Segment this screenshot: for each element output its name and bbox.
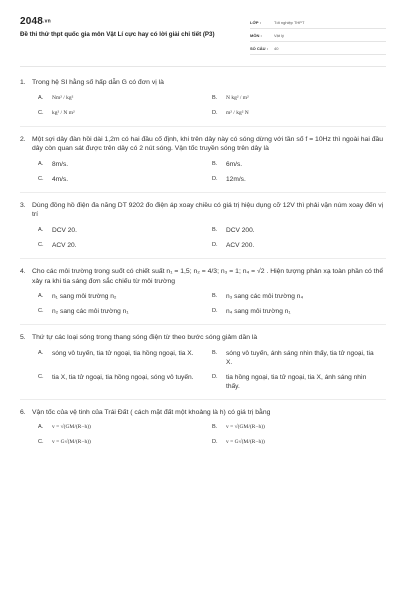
- question-divider: [20, 126, 386, 127]
- meta-value: Vật lý: [274, 32, 285, 38]
- question-divider: [20, 258, 386, 259]
- option-text: 12m/s.: [226, 175, 246, 183]
- option-b[interactable]: [212, 160, 386, 169]
- option-text: sóng vô tuyến, tia tử ngoại, tia hồng ngoại, tia X.: [52, 349, 194, 357]
- option-c[interactable]: [38, 373, 212, 391]
- option-letter: C.: [38, 373, 44, 380]
- question-text: Một sợi dây đàn hồi dài 1,2m có hai đầu cố định, khi trên dây này có sóng dừng với tần số f = 10Hz thì ngoài hai đầu dây còn quan sát được trên dây có 2 nút sóng. Vận tốc truyền sóng trên dây là: [32, 135, 384, 153]
- option-text: 6m/s.: [226, 160, 243, 168]
- question-number: 3.: [20, 201, 26, 209]
- logo-suffix: .vn: [43, 18, 51, 25]
- option-letter: A.: [38, 160, 44, 167]
- question-stem: [20, 408, 386, 418]
- question-divider: [20, 399, 386, 400]
- option-a[interactable]: [38, 349, 212, 367]
- option-b[interactable]: [212, 226, 386, 235]
- option-d[interactable]: [212, 175, 386, 184]
- option-letter: C.: [38, 439, 44, 446]
- option-letter: A.: [38, 349, 44, 356]
- answer-options: [20, 94, 386, 118]
- question-3: [20, 201, 386, 259]
- option-letter: C.: [38, 175, 44, 182]
- question-stem: [20, 78, 386, 88]
- logo-text: 2048: [20, 16, 44, 27]
- question-text: Trong hệ SI hằng số hấp dẫn G có đơn vị là: [32, 79, 164, 86]
- question-divider: [20, 324, 386, 325]
- option-d[interactable]: [212, 241, 386, 250]
- question-number: 5.: [20, 334, 26, 342]
- question-4: [20, 267, 386, 325]
- question-text: Vận tốc của vệ tinh của Trái Đất ( cách mặt đất một khoảng là h) có giá trị bằng: [32, 408, 271, 416]
- option-letter: A.: [38, 94, 44, 101]
- question-number: 6.: [20, 408, 26, 416]
- question-text: Thứ tự các loại sóng trong thang sóng điện từ theo bước sóng giảm dần là: [32, 334, 258, 342]
- answer-options: [20, 423, 386, 447]
- option-letter: B.: [212, 94, 218, 101]
- option-b[interactable]: [212, 423, 386, 432]
- option-c[interactable]: [38, 307, 212, 316]
- option-letter: C.: [38, 109, 44, 116]
- option-a[interactable]: [38, 160, 212, 169]
- option-text: 4m/s.: [52, 175, 69, 183]
- option-d[interactable]: [212, 438, 386, 447]
- question-stem: [20, 267, 386, 286]
- option-d[interactable]: [212, 109, 386, 118]
- option-text: v = √(GM/(R−h)): [52, 424, 91, 431]
- question-list: [20, 78, 386, 455]
- question-number: 4.: [20, 267, 26, 275]
- option-text: n₄ sang môi trường n₁: [226, 308, 291, 316]
- question-number: 2.: [20, 135, 26, 143]
- answer-options: [20, 349, 386, 391]
- option-c[interactable]: [38, 241, 212, 250]
- question-number: 1.: [20, 79, 26, 86]
- option-text: DCV 200.: [226, 226, 255, 234]
- option-letter: D.: [212, 373, 218, 380]
- option-text: tia hồng ngoại, tia tử ngoại, tia X, ánh sáng nhìn thấy.: [226, 373, 367, 390]
- option-letter: D.: [212, 439, 218, 446]
- answer-options: [20, 226, 386, 250]
- option-text: m² / kg² N: [226, 109, 249, 116]
- option-b[interactable]: [212, 349, 386, 367]
- option-c[interactable]: [38, 109, 212, 118]
- option-letter: A.: [38, 293, 44, 300]
- header-divider: [20, 66, 386, 67]
- option-text: N kg² / m²: [226, 94, 249, 101]
- answer-options: [20, 292, 386, 316]
- question-stem: [20, 201, 386, 220]
- meta-value: 40: [274, 45, 279, 51]
- option-letter: C.: [38, 308, 44, 315]
- meta-label: SỐ CÂU :: [250, 45, 268, 51]
- option-d[interactable]: [212, 307, 386, 316]
- option-text: ACV 20.: [52, 241, 77, 249]
- option-text: ACV 200.: [226, 241, 255, 249]
- option-a[interactable]: [38, 292, 212, 301]
- option-text: v = √(GM/(R−h)): [226, 424, 265, 431]
- option-letter: B.: [212, 293, 218, 300]
- question-stem: [20, 333, 386, 343]
- question-text: Dùng đồng hồ điện đa năng DT 9202 đo điện áp xoay chiều có giá trị hiệu dụng cỡ 12V thì phải vặn núm xoay đến vị trí: [32, 201, 384, 219]
- option-c[interactable]: [38, 438, 212, 447]
- answer-options: [20, 160, 386, 184]
- option-letter: D.: [212, 109, 218, 116]
- meta-row-grade: [250, 16, 386, 29]
- option-letter: C.: [38, 241, 44, 248]
- question-1: [20, 78, 386, 127]
- option-letter: B.: [212, 160, 218, 167]
- meta-label: LỚP :: [250, 19, 261, 25]
- meta-value: Tốt nghiệp THPT: [274, 19, 305, 25]
- question-stem: [20, 135, 386, 154]
- option-b[interactable]: [212, 94, 386, 103]
- question-2: [20, 135, 386, 193]
- meta-label: MÔN :: [250, 32, 262, 38]
- option-letter: D.: [212, 241, 218, 248]
- site-logo[interactable]: [20, 16, 51, 27]
- option-c[interactable]: [38, 175, 212, 184]
- option-text: Nm² / kg²: [52, 94, 74, 101]
- option-text: DCV 20.: [52, 226, 77, 234]
- option-a[interactable]: [38, 94, 212, 103]
- option-letter: A.: [38, 424, 44, 431]
- question-divider: [20, 192, 386, 193]
- option-text: sóng vô tuyến, ánh sáng nhìn thấy, tia tử ngoại, tia X.: [226, 349, 374, 366]
- question-5: [20, 333, 386, 400]
- option-text: tia X, tia tử ngoại, tia hồng ngoại, sóng vô tuyến.: [52, 373, 194, 381]
- option-letter: B.: [212, 349, 218, 356]
- option-letter: D.: [212, 175, 218, 182]
- option-letter: A.: [38, 226, 44, 233]
- option-d[interactable]: [212, 373, 386, 391]
- option-letter: D.: [212, 308, 218, 315]
- option-text: 8m/s.: [52, 160, 69, 168]
- option-a[interactable]: [38, 423, 212, 432]
- option-letter: B.: [212, 424, 218, 431]
- option-text: v = G√(M/(R−h)): [226, 439, 265, 446]
- option-text: n₂ sang các môi trường n₁: [52, 308, 129, 316]
- meta-row-count: [250, 42, 386, 55]
- option-a[interactable]: [38, 226, 212, 235]
- option-letter: B.: [212, 226, 218, 233]
- document-header: [20, 14, 386, 62]
- option-text: n₃ sang các môi trường n₄: [226, 293, 304, 301]
- meta-row-subject: [250, 29, 386, 42]
- exam-meta: [250, 16, 386, 55]
- question-text: Cho các môi trường trong suốt có chiết suất n₁ = 1,5; n₂ = 4/3; n₃ = 1; n₄ = √2 . Hiện tượng phản xạ toàn phần có thể xảy ra khi tia sáng đơn sắc chiếu từ môi trường: [32, 267, 384, 285]
- option-text: n₁ sang môi trường n₂: [52, 293, 117, 301]
- question-6: [20, 408, 386, 448]
- option-b[interactable]: [212, 292, 386, 301]
- exam-title: Đề thi thử thpt quốc gia môn Vật Lí cực hay có lời giải chi tiết (P3): [20, 31, 215, 38]
- option-text: v = G√(M/(R−h)): [52, 439, 91, 446]
- option-text: kg² / N m²: [52, 109, 75, 116]
